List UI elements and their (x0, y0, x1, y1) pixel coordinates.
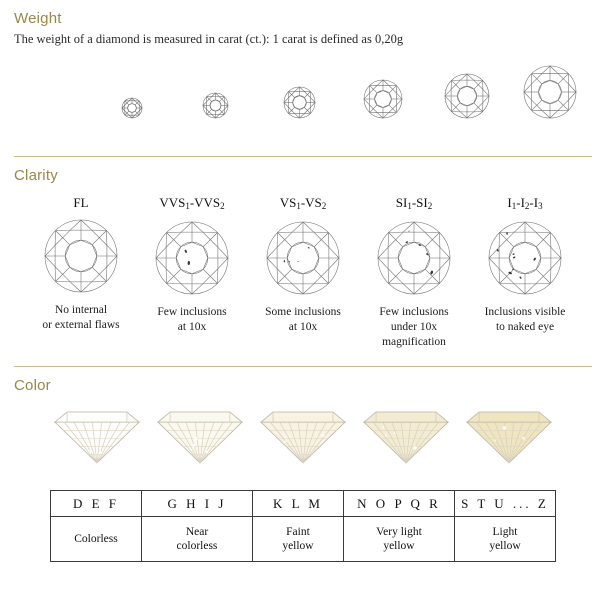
diamond-top-view-icon (90, 63, 174, 119)
clarity-grade-code: $I_1-I_2-I_3$ (507, 195, 543, 211)
clarity-item (248, 194, 359, 350)
weight-item (174, 63, 258, 142)
clarity-desc-line: under 10x (390, 321, 438, 333)
color-divider (14, 366, 592, 367)
color-item-row (14, 402, 592, 478)
weight-item-row (14, 63, 592, 142)
diamond-clarity-icon (137, 219, 248, 297)
diamond-side-view-icon (355, 402, 458, 472)
weight-item (508, 63, 592, 142)
clarity-description (470, 305, 581, 335)
clarity-description (26, 303, 137, 333)
diamond-top-view-icon (257, 63, 341, 119)
clarity-desc-line: at 10x (288, 321, 318, 333)
weight-section-title: Weight (14, 10, 62, 27)
clarity-desc-line: Inclusions visible (484, 306, 566, 318)
weight-section (14, 0, 592, 142)
color-section-title: Color (14, 377, 51, 394)
color-scale-letter-cell: S T U ... Z (454, 491, 555, 517)
diamond-side-view-icon (46, 402, 149, 472)
clarity-desc-line: to naked eye (495, 321, 555, 333)
clarity-section (14, 156, 592, 350)
weight-item (425, 63, 509, 142)
diamond-clarity-icon (359, 219, 470, 297)
weight-item-label (257, 128, 341, 142)
color-scale-name-cell: Faint yellow (252, 517, 343, 562)
weight-lead-text: The weight of a diamond is measured in carat (ct.): 1 carat is defined as 0,20g (14, 32, 404, 46)
color-item (46, 402, 149, 478)
color-item (355, 402, 458, 478)
diamond-side-view-icon (252, 402, 355, 472)
clarity-desc-line: Some inclusions (265, 306, 341, 318)
diamond-clarity-icon (470, 219, 581, 297)
color-scale-names-row (51, 517, 556, 562)
weight-item-label (90, 128, 174, 142)
clarity-grade-code: $SI_1-SI_2$ (395, 195, 433, 211)
clarity-grade-code: $VS_1-VS_2$ (279, 195, 327, 211)
clarity-desc-line: No internal (54, 304, 108, 316)
color-scale-letter-cell: D E F (51, 491, 142, 517)
clarity-desc-line: Few inclusions (157, 306, 227, 318)
clarity-desc-line: at 10x (177, 321, 207, 333)
clarity-item (137, 194, 248, 350)
diamond-top-view-icon (425, 63, 509, 119)
weight-item (257, 63, 341, 142)
clarity-desc-line: or external flaws (42, 319, 120, 331)
weight-item-label (341, 128, 425, 142)
clarity-divider (14, 156, 592, 157)
diamond-top-view-icon (508, 63, 592, 119)
clarity-item (359, 194, 470, 350)
color-scale-letters-row (51, 491, 556, 517)
color-scale-name-cell: Very light yellow (343, 517, 454, 562)
color-scale-name-cell: Colorless (51, 517, 142, 562)
color-section (14, 366, 592, 562)
weight-item (341, 63, 425, 142)
color-item (149, 402, 252, 478)
diamond-clarity-icon (26, 217, 137, 295)
clarity-section-title: Clarity (14, 167, 58, 184)
clarity-description (359, 305, 470, 350)
color-item (252, 402, 355, 478)
clarity-item (470, 194, 581, 350)
color-scale-letter-cell: K L M (252, 491, 343, 517)
color-scale-table (50, 490, 556, 562)
clarity-item (26, 194, 137, 350)
clarity-grade-code: $VVS_1-VVS_2$ (159, 195, 225, 211)
diamond-side-view-icon (458, 402, 561, 472)
clarity-grade-code: FL (73, 195, 89, 210)
weight-item (90, 63, 174, 142)
diamond-top-view-icon (174, 63, 258, 119)
diamond-clarity-icon (248, 219, 359, 297)
clarity-item-row (14, 194, 592, 350)
clarity-description (137, 305, 248, 335)
clarity-desc-line: Few inclusions (379, 306, 449, 318)
clarity-desc-line: magnification (382, 336, 446, 348)
color-scale-name-cell: Near colorless (141, 517, 252, 562)
color-scale-letter-cell: N O P Q R (343, 491, 454, 517)
weight-item-label (174, 128, 258, 142)
diamond-top-view-icon (341, 63, 425, 119)
diamond-side-view-icon (149, 402, 252, 472)
weight-item-label (508, 128, 592, 142)
color-scale-name-cell: Light yellow (454, 517, 555, 562)
clarity-description (248, 305, 359, 335)
color-scale-letter-cell: G H I J (141, 491, 252, 517)
weight-item-label (425, 128, 509, 142)
color-item (458, 402, 561, 478)
